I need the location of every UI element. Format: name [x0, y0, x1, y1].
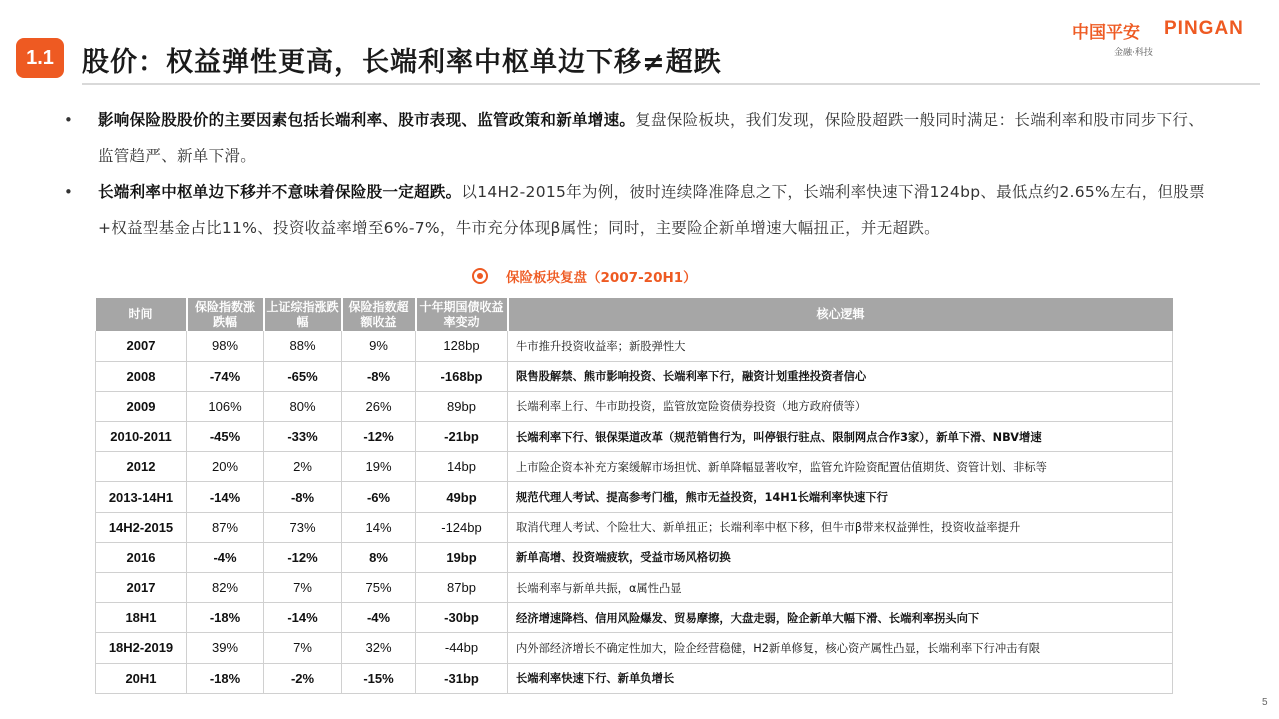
column-header: 时间 — [96, 298, 187, 331]
table-cell-insurance-change: -4% — [187, 542, 264, 572]
logo-chinese-text: 中国平安 — [1072, 23, 1140, 43]
table-cell-excess-return: -6% — [342, 482, 416, 512]
table-cell-bond-yield-change: 14bp — [416, 452, 508, 482]
column-header: 保险指数涨跌幅 — [187, 298, 264, 331]
table-cell-core-logic: 长端利率与新单共振，α属性凸显 — [508, 573, 1173, 603]
column-header: 十年期国债收益率变动 — [416, 298, 508, 331]
table-cell-excess-return: -12% — [342, 422, 416, 452]
table-cell-bond-yield-change: 19bp — [416, 542, 508, 572]
bullet-lead: 长端利率中枢单边下移并不意味着保险股一定超跌。 — [98, 183, 462, 201]
bullet-list — [64, 102, 1214, 246]
table-cell-core-logic: 新单高增、投资端疲软，受益市场风格切换 — [508, 542, 1173, 572]
table-cell-excess-return: 75% — [342, 573, 416, 603]
table-cell-sse-change: -8% — [264, 482, 342, 512]
pingan-logo — [1072, 18, 1267, 58]
review-table — [95, 298, 1172, 694]
logo-tagline: 金融·科技 — [1114, 48, 1153, 58]
table-cell-core-logic: 长端利率快速下行、新单负增长 — [508, 663, 1173, 693]
table-cell-bond-yield-change: -44bp — [416, 633, 508, 663]
table-cell-sse-change: -14% — [264, 603, 342, 633]
page-number: 5 — [1262, 697, 1268, 708]
table-row — [96, 452, 1173, 482]
table-cell-bond-yield-change: 49bp — [416, 482, 508, 512]
table-caption-text: 保险板块复盘（2007-20H1） — [506, 270, 697, 286]
table-row — [96, 512, 1173, 542]
header-divider — [82, 83, 1260, 85]
table-cell-period: 18H1 — [96, 603, 187, 633]
table-cell-sse-change: 2% — [264, 452, 342, 482]
column-header: 保险指数超额收益 — [342, 298, 416, 331]
table-cell-period: 2012 — [96, 452, 187, 482]
table-row — [96, 573, 1173, 603]
table-cell-period: 18H2-2019 — [96, 633, 187, 663]
page-title: 股价：权益弹性更高，长端利率中枢单边下移≠超跌 — [82, 47, 722, 78]
table-cell-core-logic: 牛市推升投资收益率；新股弹性大 — [508, 331, 1173, 361]
table-cell-excess-return: -15% — [342, 663, 416, 693]
bullet-item — [64, 174, 1214, 246]
table-row — [96, 422, 1173, 452]
table-cell-insurance-change: -18% — [187, 663, 264, 693]
table-row — [96, 603, 1173, 633]
bullet-item — [64, 102, 1214, 174]
table-cell-bond-yield-change: -124bp — [416, 512, 508, 542]
bullet-text: 复盘保险板块，我们发现，保险股超跌一般同时满足：长端利率和股市同步下行、监管趋严、新单下滑。 — [98, 111, 1205, 165]
table-cell-period: 2016 — [96, 542, 187, 572]
logo-english-text: PINGAN — [1164, 18, 1244, 39]
table-cell-sse-change: 88% — [264, 331, 342, 361]
column-header: 核心逻辑 — [508, 298, 1173, 331]
table-cell-core-logic: 内外部经济增长不确定性加大，险企经营稳健，H2新单修复，核心资产属性凸显，长端利率下行冲击有限 — [508, 633, 1173, 663]
table-cell-insurance-change: -18% — [187, 603, 264, 633]
table-cell-insurance-change: 20% — [187, 452, 264, 482]
table-row — [96, 663, 1173, 693]
bullet-text: 以14H2-2015年为例，彼时连续降准降息之下，长端利率快速下滑124bp、最低点约2.65%左右，但股票+权益型基金占比11%、投资收益率增至6%-7%，牛市充分体现β属性；同时，主要险企新单增速大幅扭正，并无超跌。 — [98, 183, 1205, 237]
table-cell-excess-return: 32% — [342, 633, 416, 663]
table-cell-sse-change: -65% — [264, 361, 342, 391]
table-cell-sse-change: -12% — [264, 542, 342, 572]
table-row — [96, 542, 1173, 572]
table-cell-excess-return: -4% — [342, 603, 416, 633]
table-cell-excess-return: 19% — [342, 452, 416, 482]
target-icon — [472, 268, 488, 284]
table-cell-period: 2013-14H1 — [96, 482, 187, 512]
table-cell-insurance-change: 87% — [187, 512, 264, 542]
table-cell-insurance-change: 98% — [187, 331, 264, 361]
table-row — [96, 361, 1173, 391]
table-cell-core-logic: 经济增速降档、信用风险爆发、贸易摩擦，大盘走弱，险企新单大幅下滑、长端利率拐头向下 — [508, 603, 1173, 633]
table-cell-period: 2009 — [96, 391, 187, 421]
section-number-badge: 1.1 — [16, 38, 64, 78]
slide-header — [0, 0, 1279, 90]
table-cell-insurance-change: -45% — [187, 422, 264, 452]
table-cell-insurance-change: 106% — [187, 391, 264, 421]
bullet-marker: • — [64, 111, 74, 129]
table-cell-excess-return: 9% — [342, 331, 416, 361]
table-row — [96, 633, 1173, 663]
table-cell-period: 2010-2011 — [96, 422, 187, 452]
table-cell-bond-yield-change: 87bp — [416, 573, 508, 603]
table-cell-core-logic: 取消代理人考试、个险壮大、新单扭正；长端利率中枢下移，但牛市β带来权益弹性，投资收益率提升 — [508, 512, 1173, 542]
table-cell-core-logic: 长端利率上行、牛市助投资，监管放宽险资债券投资（地方政府债等） — [508, 391, 1173, 421]
table-cell-sse-change: 7% — [264, 633, 342, 663]
table-cell-core-logic: 规范代理人考试、提高参考门槛，熊市无益投资，14H1长端利率快速下行 — [508, 482, 1173, 512]
table-row — [96, 331, 1173, 361]
table-cell-period: 14H2-2015 — [96, 512, 187, 542]
table-row — [96, 482, 1173, 512]
table-cell-insurance-change: 82% — [187, 573, 264, 603]
table-cell-excess-return: 26% — [342, 391, 416, 421]
table-cell-core-logic: 上市险企资本补充方案缓解市场担忧、新单降幅显著收窄，监管允许险资配置估值期货、资管计划、非标等 — [508, 452, 1173, 482]
table-cell-sse-change: 7% — [264, 573, 342, 603]
table-cell-bond-yield-change: -31bp — [416, 663, 508, 693]
table-row — [96, 391, 1173, 421]
bullet-marker: • — [64, 183, 74, 201]
table-cell-sse-change: -33% — [264, 422, 342, 452]
column-header: 上证综指涨跌幅 — [264, 298, 342, 331]
table-cell-bond-yield-change: 89bp — [416, 391, 508, 421]
table-cell-bond-yield-change: -30bp — [416, 603, 508, 633]
table-cell-insurance-change: -14% — [187, 482, 264, 512]
table-cell-excess-return: 14% — [342, 512, 416, 542]
table-cell-sse-change: 73% — [264, 512, 342, 542]
table-cell-bond-yield-change: 128bp — [416, 331, 508, 361]
table-cell-period: 2007 — [96, 331, 187, 361]
table-cell-bond-yield-change: -21bp — [416, 422, 508, 452]
table-caption — [472, 265, 697, 287]
table-cell-sse-change: -2% — [264, 663, 342, 693]
table-header-row — [96, 298, 1173, 331]
bullet-lead: 影响保险股股价的主要因素包括长端利率、股市表现、监管政策和新单增速。 — [98, 111, 636, 129]
table-body — [96, 331, 1173, 693]
table-cell-core-logic: 长端利率下行、银保渠道改革（规范销售行为，叫停银行驻点、限制网点合作3家），新单下滑、NBV增速 — [508, 422, 1173, 452]
table-cell-excess-return: 8% — [342, 542, 416, 572]
table-cell-insurance-change: -74% — [187, 361, 264, 391]
table-cell-sse-change: 80% — [264, 391, 342, 421]
table-cell-insurance-change: 39% — [187, 633, 264, 663]
table-cell-core-logic: 限售股解禁、熊市影响投资、长端利率下行，融资计划重挫投资者信心 — [508, 361, 1173, 391]
table-cell-period: 20H1 — [96, 663, 187, 693]
table-cell-period: 2008 — [96, 361, 187, 391]
table-cell-bond-yield-change: -168bp — [416, 361, 508, 391]
table-cell-period: 2017 — [96, 573, 187, 603]
table-cell-excess-return: -8% — [342, 361, 416, 391]
